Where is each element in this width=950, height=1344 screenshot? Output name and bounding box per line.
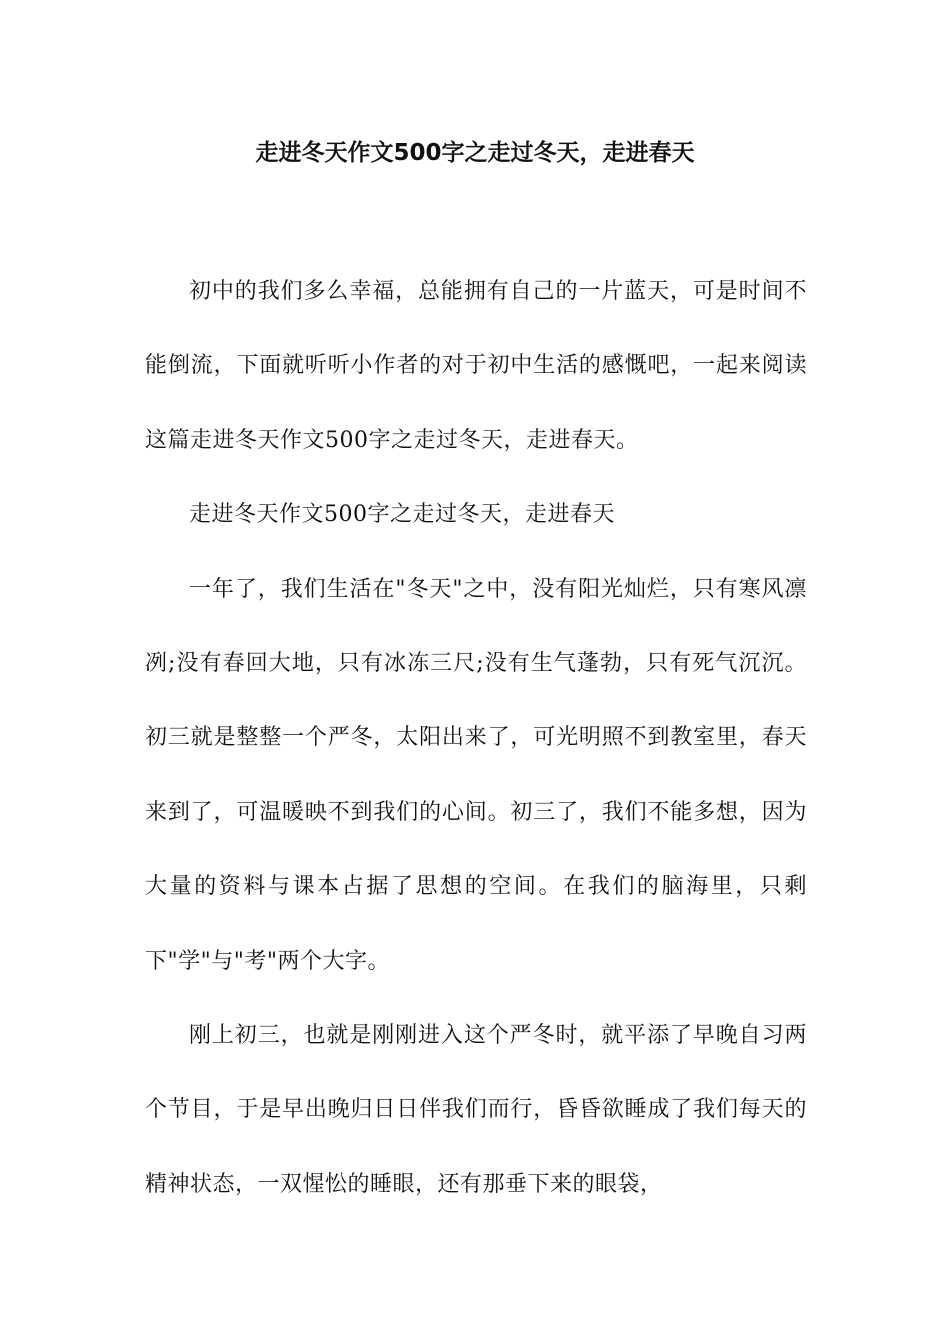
paragraph-grade-three: 刚上初三，也就是刚刚进入这个严冬时，就平添了早晚自习两个节目，于是早出晚归日日伴我们而行，昏昏欲睡成了我们每天的精神状态，一双惺忪的睡眼，还有那垂下来的眼袋， (145, 1023, 807, 1197)
paragraph-winter: 一年了，我们生活在"冬天"之中，没有阳光灿烂，只有寒风凛冽;没有春回大地，只有冰冻三尺;没有生气蓬勃，只有死气沉沉。初三就是整整一个严冬，太阳出来了，可光明照不到教室里，春天来到了，可温暖映不到我们的心间。初三了，我们不能多想，因为大量的资料与课本占据了思想的空间。在我们的脑海里，只剩下"学"与"考"两个大字。 (145, 576, 807, 974)
paragraph-subtitle: 走进冬天作文500字之走过冬天，走进春天 (189, 502, 615, 528)
document-body (145, 255, 807, 1222)
paragraph-intro: 初中的我们多么幸福，总能拥有自己的一片蓝天，可是时间不能倒流，下面就听听小作者的对于初中生活的感慨吧，一起来阅读这篇走进冬天作文500字之走过冬天，走进春天。 (145, 279, 807, 453)
document-title: 走进冬天作文500字之走过冬天，走进春天 (255, 140, 695, 166)
